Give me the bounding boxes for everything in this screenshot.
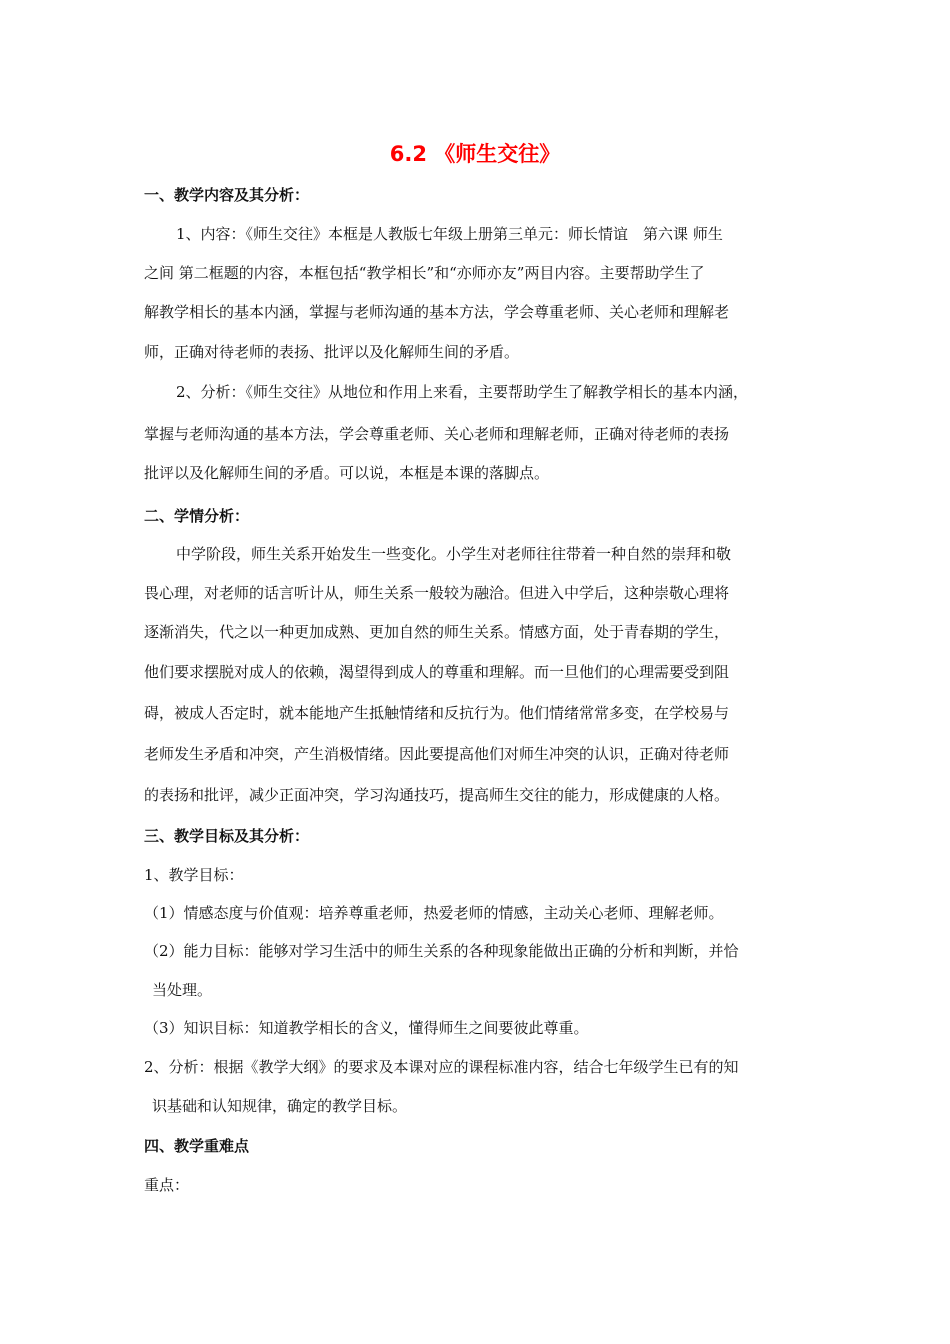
paragraph-line: 逐渐消失，代之以一种更加成熟、更加自然的师生关系。情感方面，处于青春期的学生，: [144, 623, 730, 641]
paragraph-line: 畏心理，对老师的话言听计从，师生关系一般较为融洽。但进入中学后，这种崇敬心理将: [144, 584, 730, 602]
paragraph-line: 批评以及化解师生间的矛盾。可以说，本框是本课的落脚点。: [144, 464, 550, 482]
goal-label: 1、教学目标：: [144, 866, 244, 884]
section-heading-teaching-goals: 三、教学目标及其分析：: [144, 827, 310, 845]
paragraph-line: 的表扬和批评，减少正面冲突，学习沟通技巧，提高师生交往的能力，形成健康的人格。: [144, 786, 730, 804]
goal-item: （2）能力目标：能够对学习生活中的师生关系的各种现象能做出正确的分析和判断，并恰: [144, 942, 739, 960]
goal-item: （3）知识目标：知道教学相长的含义，懂得师生之间要彼此尊重。: [144, 1019, 589, 1037]
section-heading-student-analysis: 二、学情分析：: [144, 507, 250, 525]
paragraph-line: 1、内容：《师生交往》本框是人教版七年级上册第三单元：师长情谊 第六课 师生: [176, 225, 723, 243]
goal-analysis-continued: 识基础和认知规律，确定的教学目标。: [152, 1097, 408, 1115]
section-heading-key-points: 四、教学重难点: [144, 1137, 250, 1155]
paragraph-line: 他们要求摆脱对成人的依赖，渴望得到成人的尊重和理解。而一旦他们的心理需要受到阻: [144, 663, 730, 681]
paragraph-line: 解教学相长的基本内涵，掌握与老师沟通的基本方法，学会尊重老师、关心老师和理解老: [144, 303, 730, 321]
key-point-label: 重点：: [144, 1176, 190, 1194]
paragraph-line: 师，正确对待老师的表扬、批评以及化解师生间的矛盾。: [144, 343, 520, 361]
goal-item: （1）情感态度与价值观：培养尊重老师，热爱老师的情感，主动关心老师、理解老师。: [144, 904, 724, 922]
paragraph-line: 中学阶段，师生关系开始发生一些变化。小学生对老师往往带着一种自然的崇拜和敬: [176, 545, 732, 563]
goal-analysis: 2、分析：根据《教学大纲》的要求及本课对应的课程标准内容，结合七年级学生已有的知: [144, 1058, 739, 1076]
goal-item-continued: 当处理。: [152, 981, 213, 999]
paragraph-line: 碍，被成人否定时，就本能地产生抵触情绪和反抗行为。他们情绪常常多变，在学校易与: [144, 704, 730, 722]
document-title: 6.2 《师生交往》: [389, 142, 561, 166]
paragraph-line: 老师发生矛盾和冲突，产生消极情绪。因此要提高他们对师生冲突的认识，正确对待老师: [144, 745, 730, 763]
section-heading-content-analysis: 一、教学内容及其分析：: [144, 186, 310, 204]
paragraph-line: 之间 第二框题的内容，本框包括“教学相长”和“亦师亦友”两目内容。主要帮助学生了: [144, 264, 705, 282]
paragraph-line: 2、分析：《师生交往》从地位和作用上来看，主要帮助学生了解教学相长的基本内涵，: [176, 383, 749, 401]
paragraph-line: 掌握与老师沟通的基本方法，学会尊重老师、关心老师和理解老师，正确对待老师的表扬: [144, 425, 730, 443]
